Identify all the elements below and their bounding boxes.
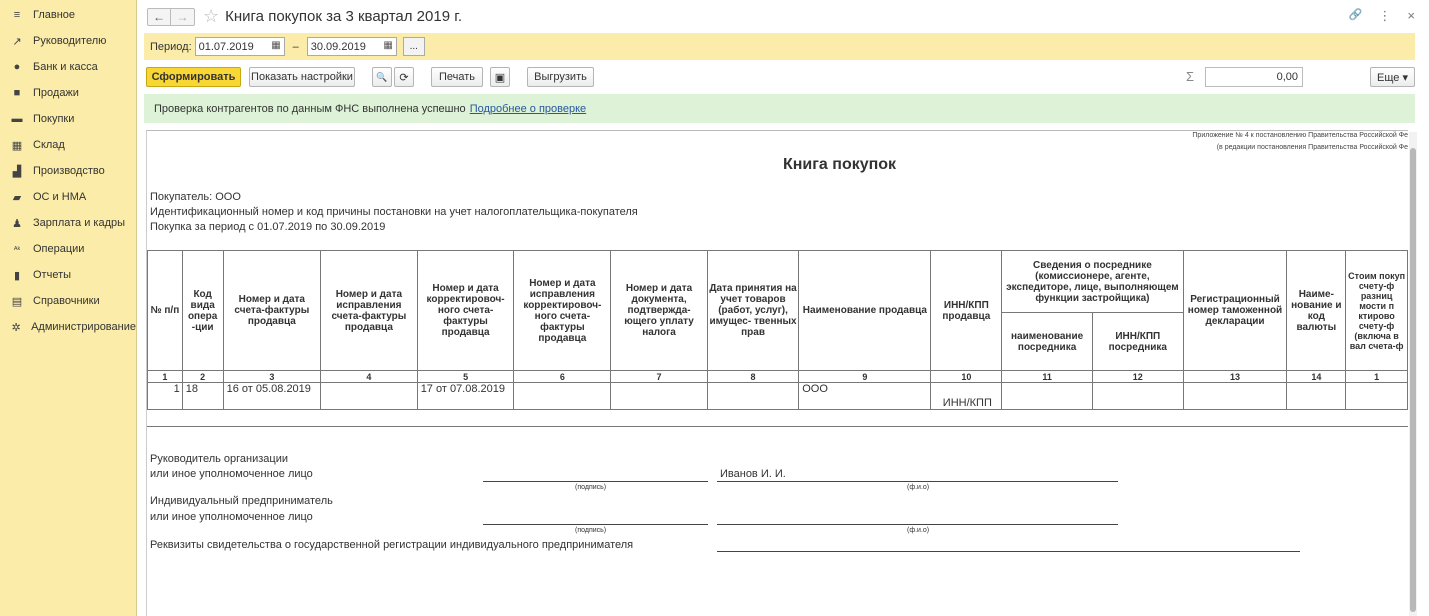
period-to-input[interactable] bbox=[307, 37, 397, 56]
cell-accept-date[interactable] bbox=[707, 383, 798, 410]
col-number: 6 bbox=[514, 371, 611, 383]
sidebar-item-assets[interactable] bbox=[0, 184, 136, 210]
signature-caption: (подпись) bbox=[575, 484, 607, 491]
requisites-label: Реквизиты свидетельства о государственной регистрации индивидуального предпринимателя bbox=[150, 539, 634, 551]
cart-icon: ▬ bbox=[11, 113, 23, 125]
col-number: 10 bbox=[931, 371, 1002, 383]
col-number: 7 bbox=[611, 371, 708, 383]
head-signature-label-1: Руководитель организации bbox=[150, 453, 289, 465]
header-cost: Стоим покуп счету-ф разниц мости п ктирово счету-ф (включа в вал счета-ф bbox=[1346, 251, 1408, 371]
sidebar-item-label: Банк и касса bbox=[33, 61, 98, 73]
table-row[interactable] bbox=[148, 383, 1408, 410]
cell-invoice-correction[interactable] bbox=[321, 383, 418, 410]
main-area bbox=[138, 0, 1429, 616]
sidebar-item-label: Справочники bbox=[33, 295, 100, 307]
ip-signature-label-1: Индивидуальный предприниматель bbox=[150, 495, 333, 507]
close-icon[interactable]: × bbox=[1407, 8, 1415, 23]
period-line: Покупка за период с 01.07.2019 по 30.09.2019 bbox=[150, 221, 386, 233]
sidebar-item-label: Руководителю bbox=[33, 35, 107, 47]
appendix-note-1: Приложение № 4 к постановлению Правительства Российской Фе bbox=[1192, 132, 1408, 139]
col-number: 3 bbox=[223, 371, 320, 383]
period-label: Период: bbox=[150, 40, 192, 53]
sidebar-item-sales[interactable] bbox=[0, 80, 136, 106]
menu-icon: ≡ bbox=[13, 9, 21, 21]
sidebar-item-reports[interactable] bbox=[0, 262, 136, 288]
sidebar-item-admin[interactable] bbox=[0, 314, 136, 340]
trend-icon: ↗ bbox=[12, 35, 22, 48]
cell-customs-declaration[interactable] bbox=[1183, 383, 1287, 410]
signature-caption: (подпись) bbox=[575, 527, 607, 534]
header-intermediary-name: наименование посредника bbox=[1002, 313, 1093, 371]
ip-signature-label-2: или иное уполномоченное лицо bbox=[150, 511, 313, 523]
table-bottom-line bbox=[147, 426, 1408, 427]
period-select-button[interactable]: ... bbox=[403, 37, 425, 56]
header-accept-date: Дата принятия на учет товаров (работ, услуг), имущес- твенных прав bbox=[707, 251, 798, 371]
book-icon: ▤ bbox=[11, 295, 23, 308]
warehouse-icon: ▦ bbox=[11, 139, 23, 152]
sidebar-item-references[interactable] bbox=[0, 288, 136, 314]
header-op-code: Код вида опера -ции bbox=[182, 251, 223, 371]
sigma-icon: Σ bbox=[1186, 69, 1195, 84]
head-name-line bbox=[717, 481, 1118, 482]
header-num: № п/п bbox=[148, 251, 183, 371]
col-number: 5 bbox=[417, 371, 514, 383]
sidebar-item-label: Администрирование bbox=[31, 321, 136, 333]
calendar-icon[interactable]: ▦ bbox=[383, 40, 393, 51]
col-number: 11 bbox=[1002, 371, 1093, 383]
back-button[interactable]: ← bbox=[147, 8, 171, 26]
col-number: 14 bbox=[1287, 371, 1346, 383]
search-button[interactable] bbox=[372, 67, 392, 87]
cell-seller-name[interactable]: ООО bbox=[799, 383, 931, 410]
period-from-input[interactable] bbox=[195, 37, 285, 56]
cell-currency[interactable] bbox=[1287, 383, 1346, 410]
sidebar-item-label: Отчеты bbox=[33, 269, 72, 281]
header-customs-declaration: Регистрационный номер таможенной декларации bbox=[1183, 251, 1287, 371]
purchase-book-table bbox=[147, 250, 1408, 410]
header-intermediary-inn: ИНН/КПП посредника bbox=[1092, 313, 1183, 371]
col-number: 9 bbox=[799, 371, 931, 383]
cell-seller-inn[interactable]: ИНН/КПП bbox=[931, 383, 1002, 410]
link-icon[interactable]: 🔗 bbox=[1348, 9, 1363, 21]
inn-line: Идентификационный номер и код причины постановки на учет налогоплательщика-покупателя bbox=[150, 206, 638, 218]
title-bar bbox=[138, 0, 1429, 33]
forward-button[interactable]: → bbox=[171, 8, 195, 26]
person-icon: ♟ bbox=[12, 217, 22, 230]
cell-intermediary-name[interactable] bbox=[1002, 383, 1093, 410]
preview-icon: ▣ bbox=[494, 71, 506, 84]
sidebar-item-manager[interactable] bbox=[0, 28, 136, 54]
sidebar-item-label: Склад bbox=[33, 139, 65, 151]
sidebar-item-label: Производство bbox=[33, 165, 105, 177]
ip-name-line bbox=[717, 524, 1118, 525]
info-bar bbox=[144, 94, 1415, 123]
sidebar-item-production[interactable] bbox=[0, 158, 136, 184]
col-number: 1 bbox=[1346, 371, 1408, 383]
coin-icon: ● bbox=[13, 61, 21, 73]
header-invoice: Номер и дата счета-фактуры продавца bbox=[223, 251, 320, 371]
preview-button[interactable] bbox=[490, 67, 510, 87]
header-seller-inn: ИНН/КПП продавца bbox=[931, 251, 1002, 371]
column-numbers-row bbox=[148, 371, 1408, 383]
export-button[interactable]: Выгрузить bbox=[527, 67, 594, 87]
toolbar bbox=[146, 67, 1416, 87]
sidebar-item-purchases[interactable] bbox=[0, 106, 136, 132]
header-payment-doc: Номер и дата документа, подтвержда- ющего уплату налога bbox=[611, 251, 708, 371]
cell-op-code[interactable]: 18 bbox=[182, 383, 223, 410]
col-number: 4 bbox=[321, 371, 418, 383]
cell-intermediary-inn[interactable] bbox=[1092, 383, 1183, 410]
col-number: 8 bbox=[707, 371, 798, 383]
check-details-link[interactable]: Подробнее о проверке bbox=[469, 102, 587, 115]
bag-icon: ■ bbox=[13, 87, 21, 99]
search-next-button[interactable] bbox=[394, 67, 414, 87]
ip-signature-line bbox=[483, 524, 708, 525]
more-icon[interactable]: ⋮ bbox=[1378, 8, 1392, 23]
factory-icon: ▟ bbox=[12, 165, 22, 178]
truck-icon: ▰ bbox=[12, 191, 22, 204]
sidebar-item-label: Продажи bbox=[33, 87, 79, 99]
cell-num[interactable]: 1 bbox=[148, 383, 183, 410]
cell-cost[interactable] bbox=[1346, 383, 1408, 410]
sidebar-item-bank[interactable] bbox=[0, 54, 136, 80]
star-icon[interactable]: ☆ bbox=[203, 6, 220, 26]
sidebar-item-warehouse[interactable] bbox=[0, 132, 136, 158]
vertical-scrollbar[interactable] bbox=[1409, 132, 1417, 616]
appendix-note-2: (в редакции постановления Правительства Российской Фе bbox=[1216, 144, 1408, 151]
show-settings-button[interactable]: Показать настройки bbox=[249, 67, 355, 87]
sidebar bbox=[0, 0, 137, 616]
cell-invoice[interactable]: 16 от 05.08.2019 bbox=[223, 383, 320, 410]
sidebar-item-payroll[interactable] bbox=[0, 210, 136, 236]
cell-adjustment-invoice[interactable]: 17 от 07.08.2019 bbox=[417, 383, 514, 410]
period-dash: – bbox=[292, 40, 299, 53]
period-to-value: 30.09.2019 bbox=[310, 40, 366, 53]
print-button[interactable]: Печать bbox=[431, 67, 483, 87]
period-from-value: 01.07.2019 bbox=[198, 40, 254, 53]
col-number: 12 bbox=[1092, 371, 1183, 383]
sidebar-item-operations[interactable] bbox=[0, 236, 136, 262]
head-signature-line bbox=[483, 481, 708, 482]
head-name: Иванов И. И. bbox=[720, 468, 786, 480]
report-sheet bbox=[146, 130, 1408, 616]
header-currency: Наиме- нование и код валюты bbox=[1287, 251, 1346, 371]
head-signature-label-2: или иное уполномоченное лицо bbox=[150, 468, 313, 480]
sidebar-item-label: Зарплата и кадры bbox=[33, 217, 126, 229]
cell-payment-doc[interactable] bbox=[611, 383, 708, 410]
sidebar-item-label: Главное bbox=[33, 9, 76, 21]
period-bar bbox=[144, 33, 1415, 60]
sidebar-item-label: ОС и НМА bbox=[33, 191, 87, 203]
generate-button[interactable]: Сформировать bbox=[146, 67, 241, 87]
sidebar-item-label: Операции bbox=[33, 243, 85, 255]
header-adjustment-invoice: Номер и дата корректировоч- ного счета-фактуры продавца bbox=[417, 251, 514, 371]
fio-caption: (ф.и.о) bbox=[907, 484, 930, 491]
scrollbar-thumb[interactable] bbox=[1410, 148, 1416, 612]
cell-adjustment-correction[interactable] bbox=[514, 383, 611, 410]
sidebar-item-main[interactable] bbox=[0, 2, 136, 28]
header-seller-name: Наименование продавца bbox=[799, 251, 931, 371]
col-number: 2 bbox=[182, 371, 223, 383]
col-number: 1 bbox=[148, 371, 183, 383]
search-icon: 🔍 bbox=[376, 71, 388, 82]
page-title: Книга покупок за 3 квартал 2019 г. bbox=[225, 8, 463, 25]
fio-caption: (ф.и.о) bbox=[907, 527, 930, 534]
requisites-line bbox=[717, 551, 1300, 552]
operations-icon: ᴬᵏ bbox=[13, 244, 21, 254]
buyer-line: Покупатель: ООО bbox=[150, 191, 241, 203]
report-title: Книга покупок bbox=[783, 156, 897, 173]
calendar-icon[interactable]: ▦ bbox=[271, 40, 281, 51]
sidebar-item-label: Покупки bbox=[33, 113, 75, 125]
header-invoice-correction: Номер и дата исправления счета-фактуры продавца bbox=[321, 251, 418, 371]
header-adjustment-correction: Номер и дата исправления корректировоч- ного счета-фактуры продавца bbox=[514, 251, 611, 371]
more-button[interactable]: Еще ▾ bbox=[1370, 67, 1415, 87]
sum-field[interactable]: 0,00 bbox=[1205, 67, 1303, 87]
info-text: Проверка контрагентов по данным ФНС выполнена успешно bbox=[154, 102, 466, 115]
col-number: 13 bbox=[1183, 371, 1287, 383]
report-icon: ▮ bbox=[13, 269, 21, 282]
header-intermediary: Сведения о посреднике (комиссионере, агенте, экспедиторе, лице, выполняющем функции застройщика) bbox=[1002, 251, 1183, 313]
gear-icon: ✲ bbox=[11, 321, 21, 334]
search-refresh-icon: ⟳ bbox=[399, 71, 409, 84]
